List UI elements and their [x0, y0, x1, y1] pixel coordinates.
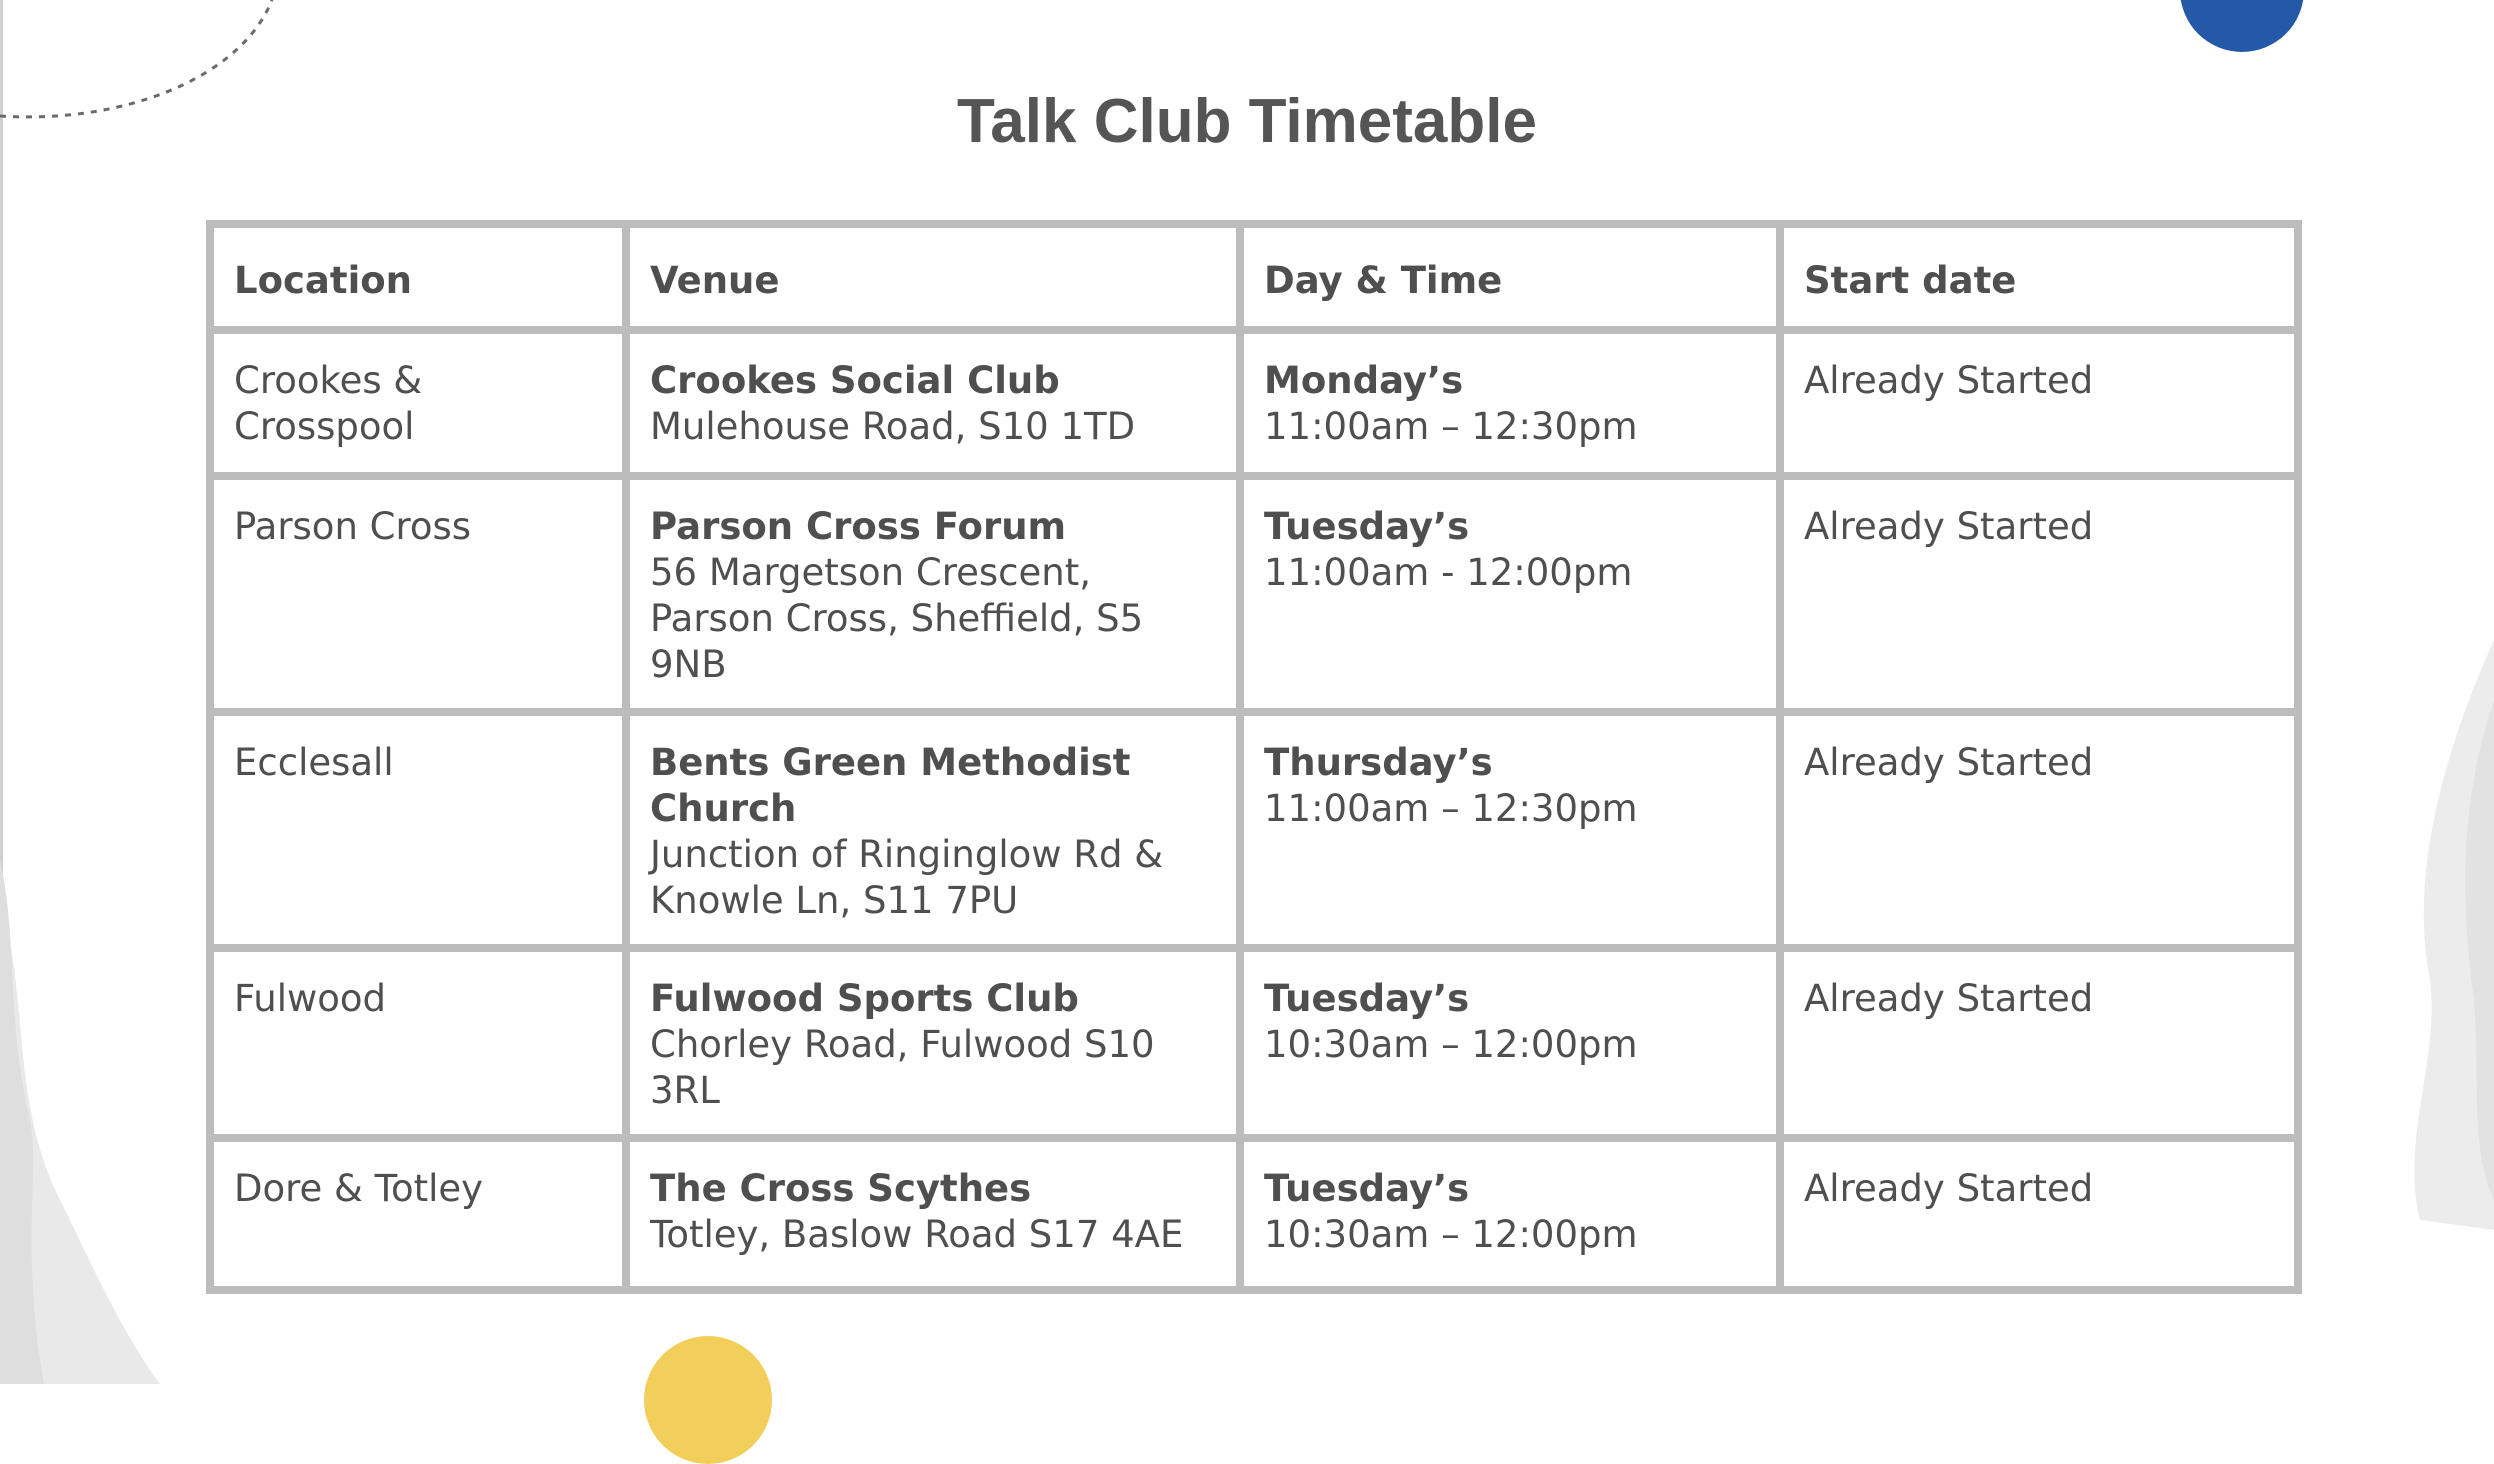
day-label: Monday’s: [1264, 359, 1464, 402]
yellow-circle-decoration: [644, 1336, 772, 1464]
day-label: Tuesday’s: [1264, 1167, 1470, 1210]
start-date-cell: Already Started: [1780, 948, 2298, 1138]
day-label: Tuesday’s: [1264, 977, 1470, 1020]
venue-cell: [626, 948, 1240, 1138]
column-header-venue: Venue: [626, 224, 1240, 330]
venue-cell: [626, 476, 1240, 712]
venue-cell: [626, 712, 1240, 948]
day-time-cell: [1240, 476, 1780, 712]
venue-address: 56 Margetson Crescent, Parson Cross, Sheffield, S5 9NB: [650, 551, 1144, 686]
location-cell: Crookes & Crosspool: [210, 330, 626, 476]
table-row: [210, 476, 2298, 712]
time-range: 10:30am – 12:00pm: [1264, 1213, 1638, 1256]
time-range: 11:00am – 12:30pm: [1264, 405, 1638, 448]
start-date-cell: Already Started: [1780, 330, 2298, 476]
day-time-cell: [1240, 712, 1780, 948]
start-date-cell: Already Started: [1780, 712, 2298, 948]
venue-name: Parson Cross Forum: [650, 505, 1067, 548]
column-header-start-date: Start date: [1780, 224, 2298, 330]
table-row: [210, 330, 2298, 476]
timetable: [206, 220, 2294, 1294]
location-cell: Ecclesall: [210, 712, 626, 948]
venue-address: Mulehouse Road, S10 1TD: [650, 405, 1136, 448]
table-row: [210, 1138, 2298, 1290]
table-header-row: [210, 224, 2298, 330]
day-label: Tuesday’s: [1264, 505, 1470, 548]
blue-circle-decoration: [2180, 0, 2304, 52]
venue-name: Bents Green Methodist Church: [650, 741, 1131, 830]
venue-name: Fulwood Sports Club: [650, 977, 1079, 1020]
start-date-cell: Already Started: [1780, 1138, 2298, 1290]
location-cell: Parson Cross: [210, 476, 626, 712]
location-cell: Dore & Totley: [210, 1138, 626, 1290]
column-header-day-time: Day & Time: [1240, 224, 1780, 330]
venue-address: Junction of Ringinglow Rd & Knowle Ln, S11 7PU: [650, 833, 1164, 922]
venue-address: Chorley Road, Fulwood S10 3RL: [650, 1023, 1155, 1112]
venue-name: The Cross Scythes: [650, 1167, 1032, 1210]
brush-stroke-decoration-left: [0, 0, 180, 1384]
day-time-cell: [1240, 1138, 1780, 1290]
start-date-cell: Already Started: [1780, 476, 2298, 712]
venue-name: Crookes Social Club: [650, 359, 1060, 402]
venue-cell: [626, 330, 1240, 476]
day-time-cell: [1240, 948, 1780, 1138]
day-label: Thursday’s: [1264, 741, 1493, 784]
time-range: 11:00am - 12:00pm: [1264, 551, 1633, 594]
day-time-cell: [1240, 330, 1780, 476]
time-range: 10:30am – 12:00pm: [1264, 1023, 1638, 1066]
venue-address: Totley, Baslow Road S17 4AE: [650, 1213, 1184, 1256]
table-row: [210, 712, 2298, 948]
location-cell: Fulwood: [210, 948, 626, 1138]
timetable-table: [206, 220, 2302, 1294]
column-header-location: Location: [210, 224, 626, 330]
venue-cell: [626, 1138, 1240, 1290]
table-row: [210, 948, 2298, 1138]
page-title: Talk Club Timetable: [957, 87, 1537, 156]
time-range: 11:00am – 12:30pm: [1264, 787, 1638, 830]
